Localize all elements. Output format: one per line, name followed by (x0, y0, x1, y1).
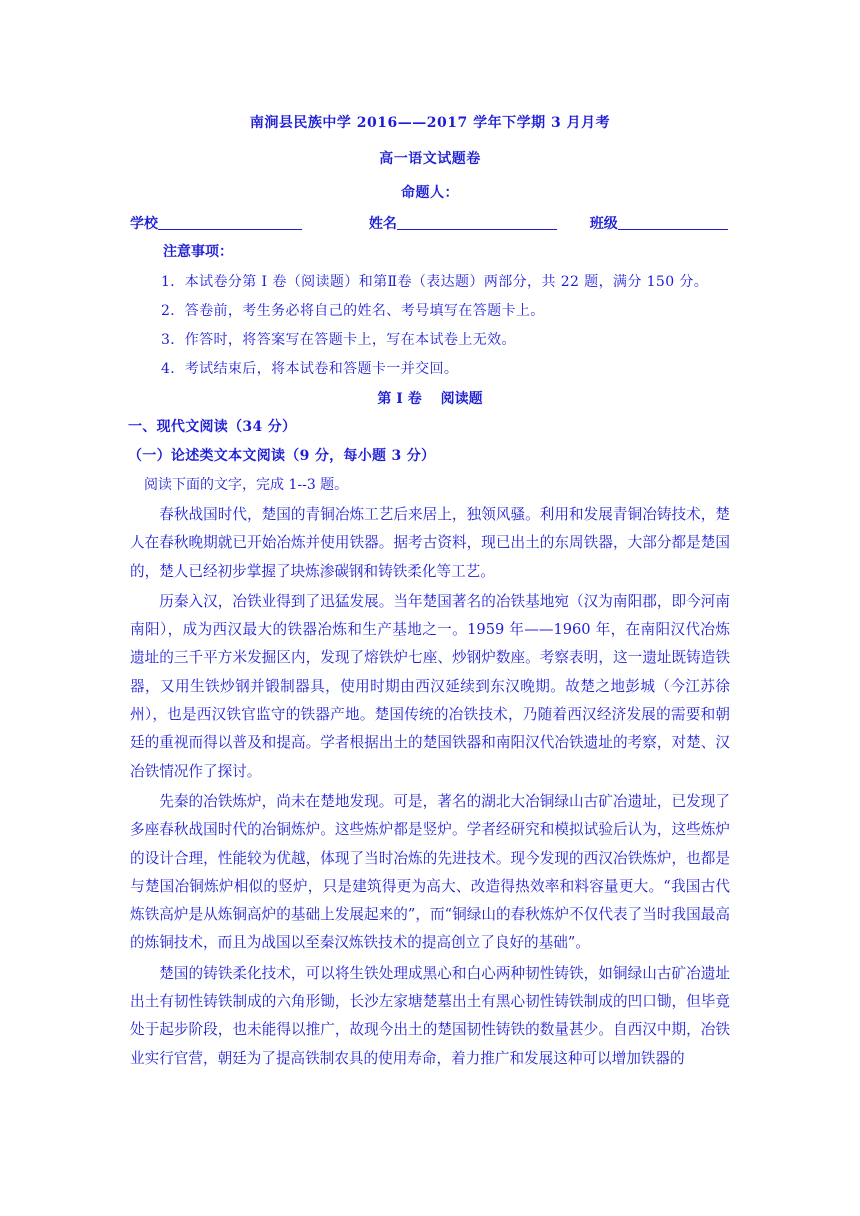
class-blank[interactable] (618, 215, 728, 230)
school-blank[interactable] (158, 215, 302, 230)
reading-passage (130, 501, 730, 1073)
sub-heading: （一）论述类文本文阅读（9 分，每小题 3 分） (128, 448, 436, 464)
class-label: 班级 (589, 216, 618, 232)
school-label: 学校 (130, 216, 158, 232)
exam-title: 南涧县民族中学 2016——2017 学年下学期 3 月月考 (249, 115, 611, 131)
passage-paragraph: 春秋战国时代，楚国的青铜冶炼工艺后来居上，独领风骚。利用和发展青铜冶铸技术，楚人在春秋晚期就已开始冶炼并使用铁器。据考古资料，现已出土的东周铁器，大部分都是楚国的，楚人已经初步掌握了块炼渗碳钢和铸铁柔化等工艺。 (130, 506, 730, 580)
notice-heading: 注意事项： (163, 244, 233, 260)
name-blank[interactable] (397, 215, 557, 230)
exam-subtitle: 高一语文试题卷 (379, 151, 481, 167)
notice-item: 3．作答时，将答案写在答题卡上，写在本试卷上无效。 (161, 332, 516, 348)
notice-item: 4．考试结束后，将本试卷和答题卡一并交回。 (161, 361, 459, 377)
reading-instruction: 阅读下面的文字，完成 1--3 题。 (144, 477, 349, 493)
passage-paragraph: 历秦入汉，冶铁业得到了迅猛发展。当年楚国著名的冶铁基地宛（汉为南阳郡，即今河南南阳），成为西汉最大的铁器冶炼和生产基地之一。1959 年——1960 年，在南阳汉代冶炼遗址的三千平方米发掘区内，发现了熔铁炉七座、炒钢炉数座。考察表明，这一遗址既铸造铁器，又用生铁炒钢并锻制器具，使用时期由西汉延续到东汉晚期。故楚之地彭城（今江苏徐州），也是西汉铁官监守的铁器产地。楚国传统的冶铁技术，乃随着西汉经济发展的需要和朝廷的重视而得以普及和提高。学者根据出土的楚国铁器和南阳汉代冶铁遗址的考察，对楚、汉冶铁情况作了探讨。 (130, 592, 730, 780)
author-label: 命题人： (401, 185, 459, 201)
notice-item: 1．本试卷分第 I 卷（阅读题）和第Ⅱ卷（表达题）两部分，共 22 题，满分 150 分。 (161, 274, 709, 290)
name-label: 姓名 (368, 216, 397, 232)
student-info-row (130, 213, 730, 233)
section-title: 第 I 卷 阅读题 (377, 391, 483, 407)
passage-paragraph: 先秦的冶铁炼炉，尚未在楚地发现。可是，著名的湖北大冶铜绿山古矿冶遗址，已发现了多座春秋战国时代的冶铜炼炉。这些炼炉都是竖炉。学者经研究和模拟试验后认为，这些炼炉的设计合理，性能较为优越，体现了当时冶炼的先进技术。现今发现的西汉冶铁炼炉，也都是与楚国冶铜炼炉相似的竖炉，只是建筑得更为高大、改造得热效率和料容量更大。“我国古代炼铁高炉是从炼铜高炉的基础上发展起来的”，而“铜绿山的春秋炼炉不仅代表了当时我国最高的炼铜技术，而且为战国以至秦汉炼铁技术的提高创立了良好的基础”。 (130, 792, 730, 952)
part-heading: 一、现代文阅读（34 分） (128, 419, 297, 435)
notice-item: 2．答卷前，考生务必将自己的姓名、考号填写在答题卡上。 (161, 303, 545, 319)
passage-paragraph: 楚国的铸铁柔化技术，可以将生铁处理成黑心和白心两种韧性铸铁，如铜绿山古矿冶遗址出土有韧性铸铁制成的六角形锄，长沙左家塘楚墓出土有黑心韧性铸铁制成的凹口锄，但毕竟处于起步阶段，也未能得以推广，故现今出土的楚国韧性铸铁的数量甚少。自西汉中期，冶铁业实行官营，朝廷为了提高铁制农具的使用寿命，着力推广和发展这种可以增加铁器的 (130, 964, 730, 1067)
